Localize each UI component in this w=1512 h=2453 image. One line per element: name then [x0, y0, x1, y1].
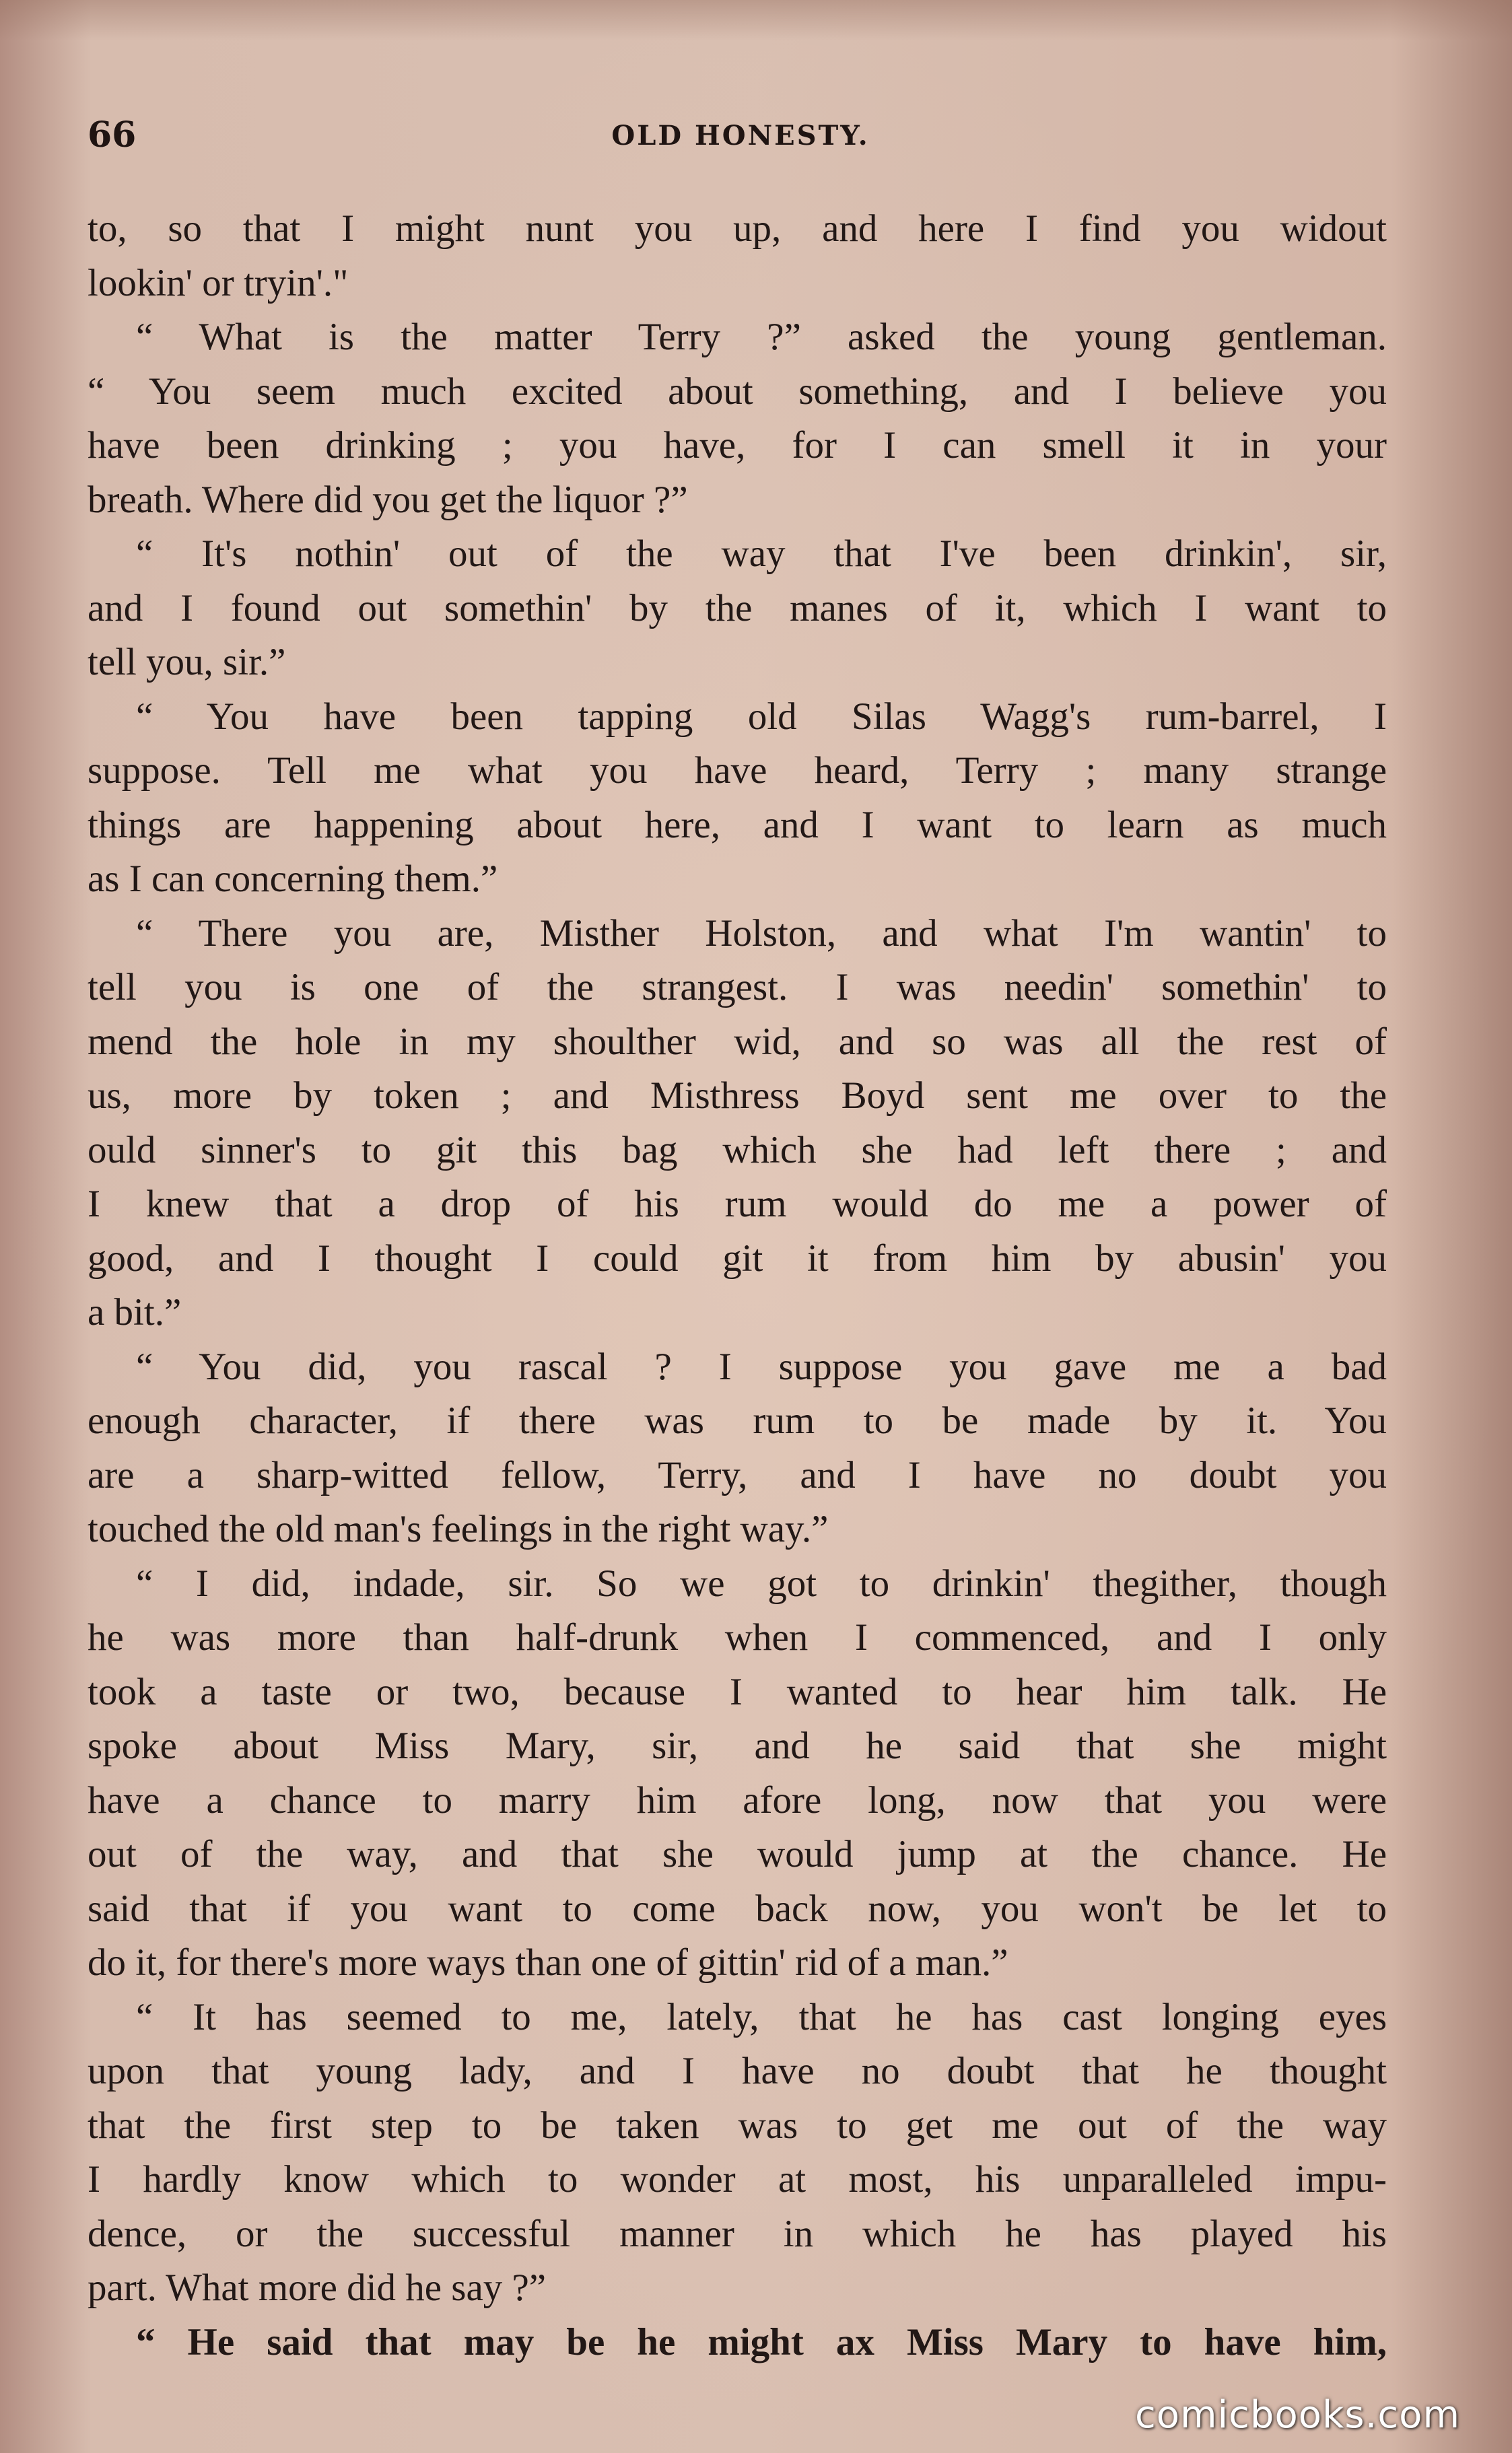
text-line: out of the way, and that she would jump at the chance. He [88, 1833, 1387, 1875]
text-line: do it, for there's more ways than one of gittin' rid of a man.” [88, 1941, 1008, 1984]
text-line: “ It's nothin' out of the way that I've been drinkin', sir, [136, 532, 1387, 575]
text-line: “ I did, indade, sir. So we got to drinkin' thegither, though [136, 1562, 1387, 1605]
text-line: a bit.” [88, 1291, 182, 1334]
text-line: dence, or the successful manner in which he has played his [88, 2212, 1387, 2255]
text-line: part. What more did he say ?” [88, 2267, 547, 2309]
text-line: enough character, if there was rum to be made by it. You [88, 1400, 1387, 1442]
text-line: breath. Where did you get the liquor ?” [88, 478, 688, 521]
page-number: 66 [88, 114, 137, 156]
text-line: “ It has seemed to me, lately, that he has cast longing eyes [136, 1995, 1387, 2038]
text-line: tell you is one of the strangest. I was needin' somethin' to [88, 966, 1387, 1008]
text-line: lookin' or tryin'." [88, 261, 349, 304]
text-line: “ He said that may be he might ax Miss Mary to have him, [136, 2320, 1387, 2363]
text-line: things are happening about here, and I want to learn as much [88, 803, 1387, 846]
text-line: and I found out somethin' by the manes of it, which I want to [88, 586, 1387, 629]
text-line: have a chance to marry him afore long, now that you were [88, 1778, 1387, 1822]
text-line: that the first step to be taken was to get me out of the way [88, 2104, 1387, 2147]
text-line: “ You did, you rascal ? I suppose you gave me a bad [136, 1345, 1387, 1388]
page-header [88, 114, 1394, 162]
text-line: took a taste or two, because I wanted to hear him talk. He [88, 1670, 1387, 1713]
text-line: are a sharp-witted fellow, Terry, and I have no doubt you [88, 1453, 1387, 1496]
text-line: have been drinking ; you have, for I can smell it in your [88, 424, 1387, 467]
text-line: “ You have been tapping old Silas Wagg's rum-barrel, I [136, 695, 1387, 738]
text-line: suppose. Tell me what you have heard, Terry ; many strange [88, 749, 1387, 792]
body-text [88, 202, 1387, 2370]
text-line: I knew that a drop of his rum would do me a power of [88, 1183, 1387, 1225]
text-line: said that if you want to come back now, you won't be let to [88, 1887, 1387, 1930]
text-line: “ You seem much excited about something, and I believe you [88, 370, 1387, 413]
text-line: “ There you are, Misther Holston, and what I'm wantin' to [136, 911, 1387, 955]
text-line: good, and I thought I could git it from him by abusin' you [88, 1237, 1387, 1280]
text-line: mend the hole in my shoulther wid, and so was all the rest of [88, 1020, 1387, 1063]
text-line: spoke about Miss Mary, sir, and he said that she might [88, 1725, 1387, 1767]
text-line: he was more than half-drunk when I commenced, and I only [88, 1616, 1387, 1659]
watermark: comicbooks.com [1134, 2393, 1460, 2437]
text-line: ould sinner's to git this bag which she had left there ; and [88, 1128, 1387, 1171]
text-line: tell you, sir.” [88, 641, 286, 683]
text-line: upon that young lady, and I have no doubt that he thought [88, 2050, 1387, 2092]
text-line: us, more by token ; and Misthress Boyd sent me over to the [88, 1074, 1387, 1117]
text-line: as I can concerning them.” [88, 858, 498, 900]
text-line: “ What is the matter Terry ?” asked the young gentleman. [136, 316, 1387, 358]
running-title: OLD HONESTY. [611, 120, 870, 151]
text-line: touched the old man's feelings in the right way.” [88, 1508, 829, 1550]
page-edge-shadow [0, 0, 1512, 40]
text-line: to, so that I might nunt you up, and here I find you widout [88, 207, 1387, 250]
text-line: I hardly know which to wonder at most, his unparalleled impu- [88, 2158, 1387, 2201]
